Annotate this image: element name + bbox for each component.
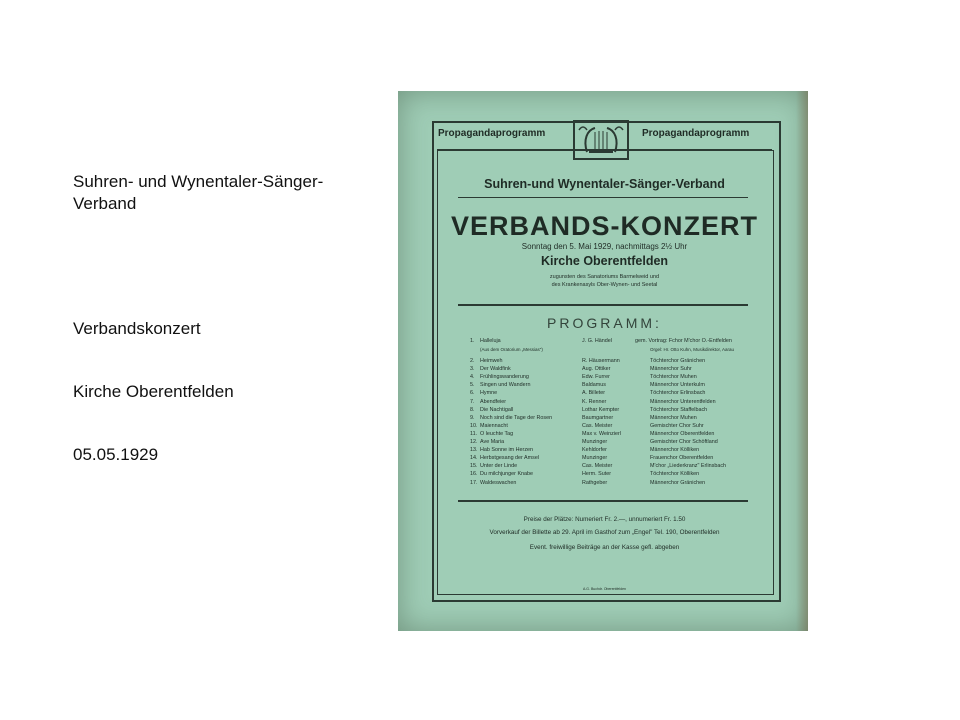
program-item-num: 8. bbox=[470, 406, 475, 413]
program-item-num: 15. bbox=[470, 463, 478, 470]
program-item-composer: Kehldorfer bbox=[582, 447, 607, 454]
program-item-choir: Töchterchor Erlinsbach bbox=[650, 390, 706, 397]
program-item-composer: Munzinger bbox=[582, 439, 608, 445]
slide-venue: Kirche Oberentfelden bbox=[73, 382, 234, 401]
program-item-num: 2. bbox=[470, 358, 475, 364]
program-item-composer: Aug. Ottiker bbox=[582, 366, 611, 373]
concert-poster-photo bbox=[398, 91, 808, 631]
program-item-composer: Baumgartner bbox=[582, 414, 614, 421]
program-item-title: Ave Maria bbox=[480, 439, 505, 445]
association-rule bbox=[458, 197, 748, 198]
program-item-choir: Töchterchor Staffelbach bbox=[650, 406, 708, 413]
program-item-choir: Töchterchor Kölliken bbox=[650, 471, 700, 478]
program-item-num: 6. bbox=[470, 390, 475, 397]
program-item-composer: Baldamus bbox=[582, 382, 606, 389]
program-item-choir: Männerchor Oberentfelden bbox=[650, 430, 715, 437]
program-item-composer: Lothar Kempter bbox=[582, 406, 620, 413]
program-item-composer: Rathgeber bbox=[582, 479, 608, 486]
program-item-num: 16. bbox=[470, 471, 478, 478]
program-item-num: 13. bbox=[470, 447, 478, 454]
program-item-composer: Edw. Furrer bbox=[582, 374, 610, 381]
program-item-title: Du milchjunger Knabe bbox=[480, 471, 534, 478]
poster-headline: VERBANDS-KONZERT bbox=[450, 211, 758, 241]
program-item-title: Waldeswachen bbox=[480, 479, 517, 486]
program-item bbox=[470, 479, 760, 488]
program-item-composer: K. Renner bbox=[582, 398, 607, 405]
program-item-num: 5. bbox=[470, 382, 475, 389]
program-item-subtitle: (Aus dem Oratorium „Messias") bbox=[480, 347, 543, 352]
program-item-num: 3. bbox=[470, 366, 475, 373]
poster-presale: Vorverkauf der Billette ab 29. April im Gasthof zum „Engel" Tel. 190, Oberentfelden bbox=[489, 529, 720, 536]
program-item-title: Die Nachtigall bbox=[480, 406, 514, 413]
program-item-choir: Männerchor Muhen bbox=[650, 414, 697, 421]
program-item-title: Noch sind die Tage der Rosen bbox=[480, 414, 553, 421]
program-item-choir: Frauenchor Oberentfelden bbox=[650, 455, 714, 462]
program-item-num: 12. bbox=[470, 439, 478, 445]
poster-association: Suhren-und Wynentaler-Sänger-Verband bbox=[484, 177, 725, 191]
program-item-title: Hymne bbox=[480, 390, 498, 397]
program-item-num: 10. bbox=[470, 422, 478, 429]
lyre-emblem-icon bbox=[573, 120, 629, 160]
header-rule bbox=[437, 149, 772, 151]
program-item-choir: Männerchor Gränichen bbox=[650, 479, 706, 486]
program-item-num: 7. bbox=[470, 398, 475, 405]
poster-header-left: Propagandaprogramm bbox=[438, 128, 546, 139]
program-item-title: Singen und Wandern bbox=[480, 382, 531, 389]
program-item-num: 17. bbox=[470, 479, 478, 486]
poster-venue: Kirche Oberentfelden bbox=[540, 254, 669, 268]
slide-title: Suhren- und Wynentaler-Sänger-Verband bbox=[73, 172, 324, 213]
program-item-num: 14. bbox=[470, 455, 478, 462]
program-item-title: Frühlingswanderung bbox=[480, 374, 529, 381]
slide-date: 05.05.1929 bbox=[73, 445, 159, 464]
program-item-num: 11. bbox=[470, 430, 478, 437]
poster-header-right: Propagandaprogramm bbox=[642, 128, 750, 139]
program-rule-top bbox=[458, 304, 748, 306]
poster-datetime: Sonntag den 5. Mai 1929, nachmittags 2½ Uhr bbox=[521, 242, 688, 251]
program-item-choir: Männerchor Suhr bbox=[650, 366, 692, 373]
poster-printer: A.G. Buchdr. Oberentfelden bbox=[583, 587, 626, 591]
program-item-title: Hab Sonne im Herzen bbox=[480, 447, 534, 454]
program-item-choir: M'chor „Liederkranz" Erlinsbach bbox=[650, 463, 727, 470]
program-item-choir: Gemischter Chor Suhr bbox=[650, 422, 704, 429]
program-item-performers: gem. Vortrag: Fchor M'chor O.-Entfelden bbox=[635, 338, 732, 344]
poster-beneficiary-2: des Krankenasyls Ober-Wynen- und Seetal bbox=[551, 282, 658, 288]
program-item-title: Heimweh bbox=[480, 358, 503, 364]
poster-prices: Preise der Plätze: Numeriert Fr. 2.—, unnumeriert Fr. 1.50 bbox=[523, 516, 686, 523]
program-item-choir: Männerchor Kölliken bbox=[650, 447, 700, 454]
program-item-title: Herbstgesang der Amsel bbox=[480, 455, 540, 462]
program-item-choir: Töchterchor Gränichen bbox=[650, 358, 706, 364]
program-heading: PROGRAMM: bbox=[547, 315, 662, 331]
program-item-composer: Cas. Meister bbox=[582, 463, 613, 470]
program-item-composer: R. Häusermann bbox=[582, 358, 620, 364]
program-item-composer: Herm. Suter bbox=[582, 471, 612, 478]
program-item-organ: Orgel: Hr. Otto Kuhn, Musikdirektor, Aarau bbox=[650, 347, 735, 352]
poster-donations: Event. freiwillige Beiträge an der Kasse gefl. abgeben bbox=[529, 544, 680, 551]
program-item-choir: Gemischter Chor Schöftland bbox=[650, 439, 718, 445]
program-item-composer: Munzinger bbox=[582, 455, 608, 462]
slide-event: Verbandskonzert bbox=[73, 319, 201, 338]
program-item-title: Abendfeier bbox=[480, 398, 507, 405]
paper-stain bbox=[796, 91, 808, 631]
program-item-title: Der Waldfink bbox=[480, 366, 511, 373]
program-item-composer: J. G. Händel bbox=[582, 338, 612, 344]
program-item-choir: Töchterchor Muhen bbox=[650, 374, 697, 381]
program-item-title: Halleluja bbox=[480, 338, 501, 344]
program-item-composer: Cas. Meister bbox=[582, 422, 613, 429]
program-rule-bottom bbox=[458, 500, 748, 502]
program-item-composer: Max v. Weinzierl bbox=[582, 430, 622, 437]
program-item-num: 4. bbox=[470, 374, 475, 381]
program-item-title: O leuchte Tag bbox=[480, 430, 514, 437]
program-item-title: Unter der Linde bbox=[480, 463, 518, 470]
program-item-num: 9. bbox=[470, 414, 475, 421]
program-item-choir: Männerchor Unterentfelden bbox=[650, 398, 716, 405]
program-item-title: Maiennacht bbox=[480, 422, 508, 429]
poster-beneficiary-1: zugunsten des Sanatoriums Barmelweid und bbox=[549, 274, 660, 280]
program-item-composer: A. Billeter bbox=[582, 390, 606, 397]
program-item-first-sub bbox=[470, 345, 760, 354]
program-item-choir: Männerchor Unterkulm bbox=[650, 382, 705, 389]
program-item-num: 1. bbox=[470, 338, 475, 344]
